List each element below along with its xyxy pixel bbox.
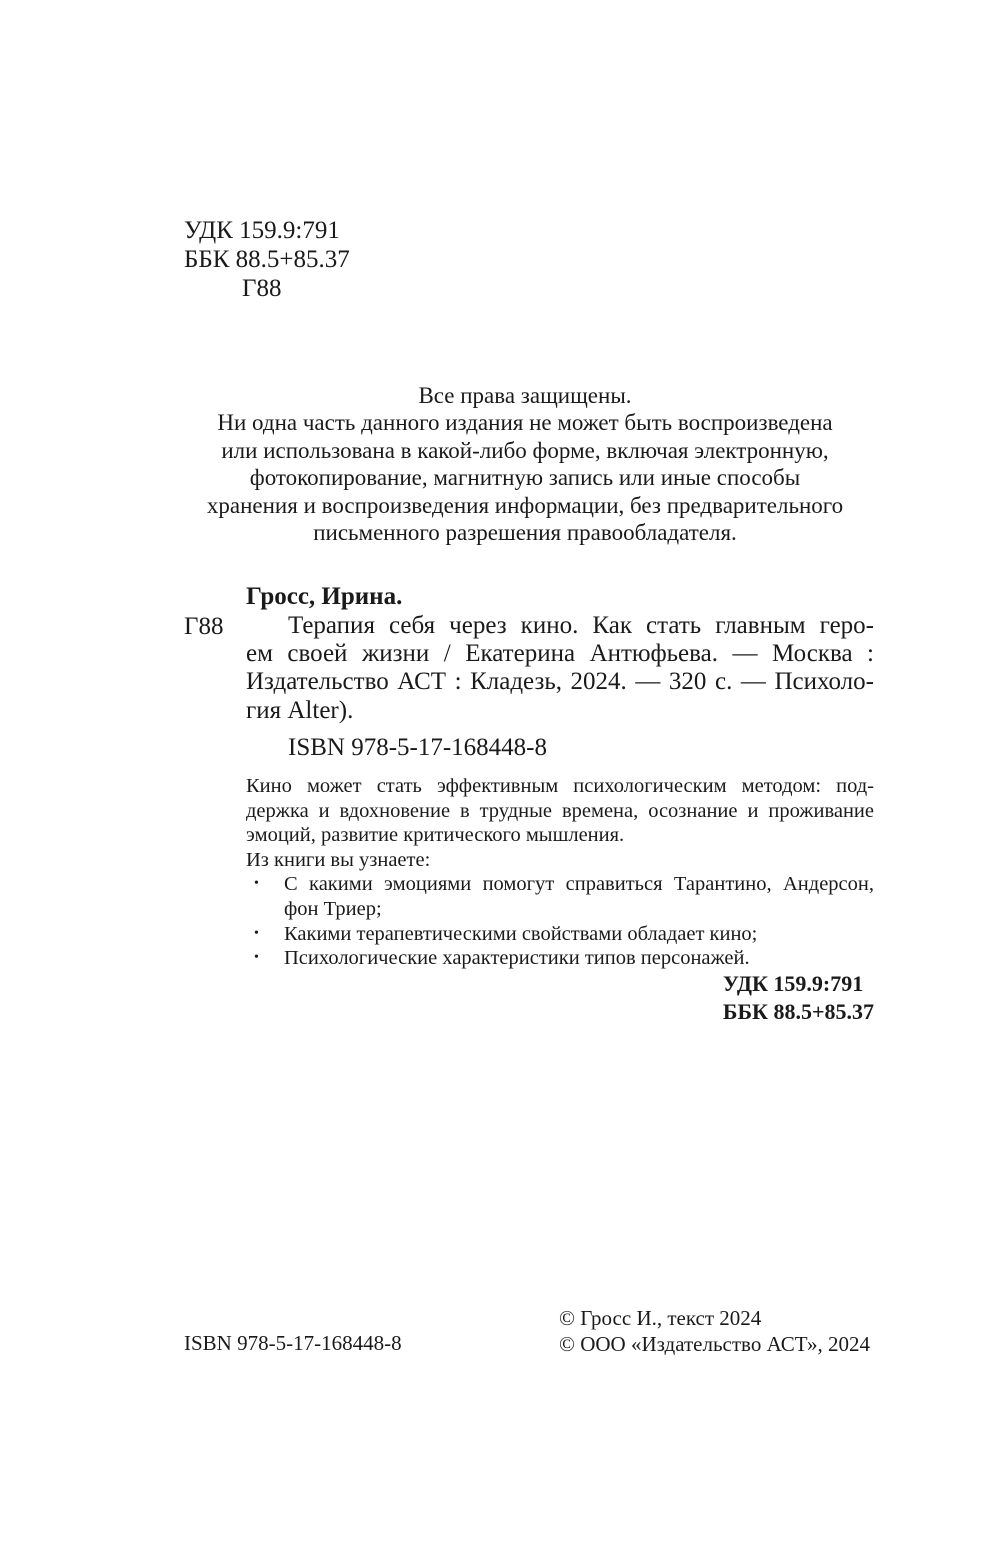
bullet-icon: •	[254, 950, 259, 966]
bullet-icon: •	[254, 925, 259, 941]
bbk-code: ББК 88.5+85.37	[184, 246, 350, 273]
list-item-line: фон Триер;	[284, 897, 382, 920]
rights-line: Все права защищены.	[418, 383, 632, 408]
list-item	[246, 872, 874, 921]
udk-code: УДК 159.9:791	[722, 971, 864, 996]
record-line: Издательство АСТ : Кладезь, 2024. — 320 с. — Психоло-	[246, 668, 874, 696]
annotation-list	[246, 872, 874, 970]
udk-code: УДК 159.9:791	[184, 217, 340, 244]
footer-isbn: ISBN 978-5-17-168448-8	[184, 1331, 402, 1355]
author-mark: Г88	[242, 275, 282, 302]
annotation-list-heading: Из книги вы узнаете:	[246, 848, 431, 871]
record-isbn: ISBN 978-5-17-168448-8	[288, 734, 548, 761]
copyright-line: © ООО «Издательство АСТ», 2024	[559, 1332, 870, 1356]
list-item-line: Какими терапевтическими свойствами обладает кино;	[284, 922, 758, 945]
annotation	[246, 774, 874, 971]
list-item-line: Психологические характеристики типов персонажей.	[284, 947, 750, 970]
record-author: Гросс, Ирина.	[246, 583, 403, 610]
list-item	[246, 946, 874, 971]
list-item	[246, 922, 874, 947]
list-item-line: С какими эмоциями помогут справиться Тарантино, Андерсон,	[284, 873, 874, 896]
record-line: ем своей жизни / Екатерина Антюфьева. — Москва :	[246, 640, 874, 668]
record-line: гия Alter).	[246, 696, 354, 724]
copyright-block	[559, 1305, 870, 1357]
bbk-code: ББК 88.5+85.37	[722, 999, 874, 1024]
annotation-line: эмоций, развитие критического мышления.	[246, 824, 625, 847]
bullet-icon: •	[254, 876, 259, 892]
record-description	[246, 612, 874, 725]
bottom-classification	[723, 970, 874, 1026]
annotation-line: держка и вдохновение в трудные времена, осознание и проживание	[246, 799, 874, 822]
rights-line: или использована в какой-либо форме, включая электронную,	[221, 437, 829, 463]
record-author-mark: Г88	[184, 613, 224, 640]
top-classification	[184, 216, 350, 303]
rights-line: фотокопирование, магнитную запись или иные способы	[249, 465, 801, 491]
rights-line: письменного разрешения правообладателя.	[313, 520, 737, 546]
record-line: Терапия себя через кино. Как стать главным геро-	[288, 612, 874, 639]
rights-line: Ни одна часть данного издания не может быть воспроизведена	[217, 410, 833, 436]
copyright-line: © Гросс И., текст 2024	[559, 1306, 762, 1330]
rights-line: хранения и воспроизведения информации, без предварительного	[206, 492, 844, 518]
annotation-line: Кино может стать эффективным психологическим методом: под-	[246, 775, 874, 797]
rights-notice	[160, 382, 890, 546]
